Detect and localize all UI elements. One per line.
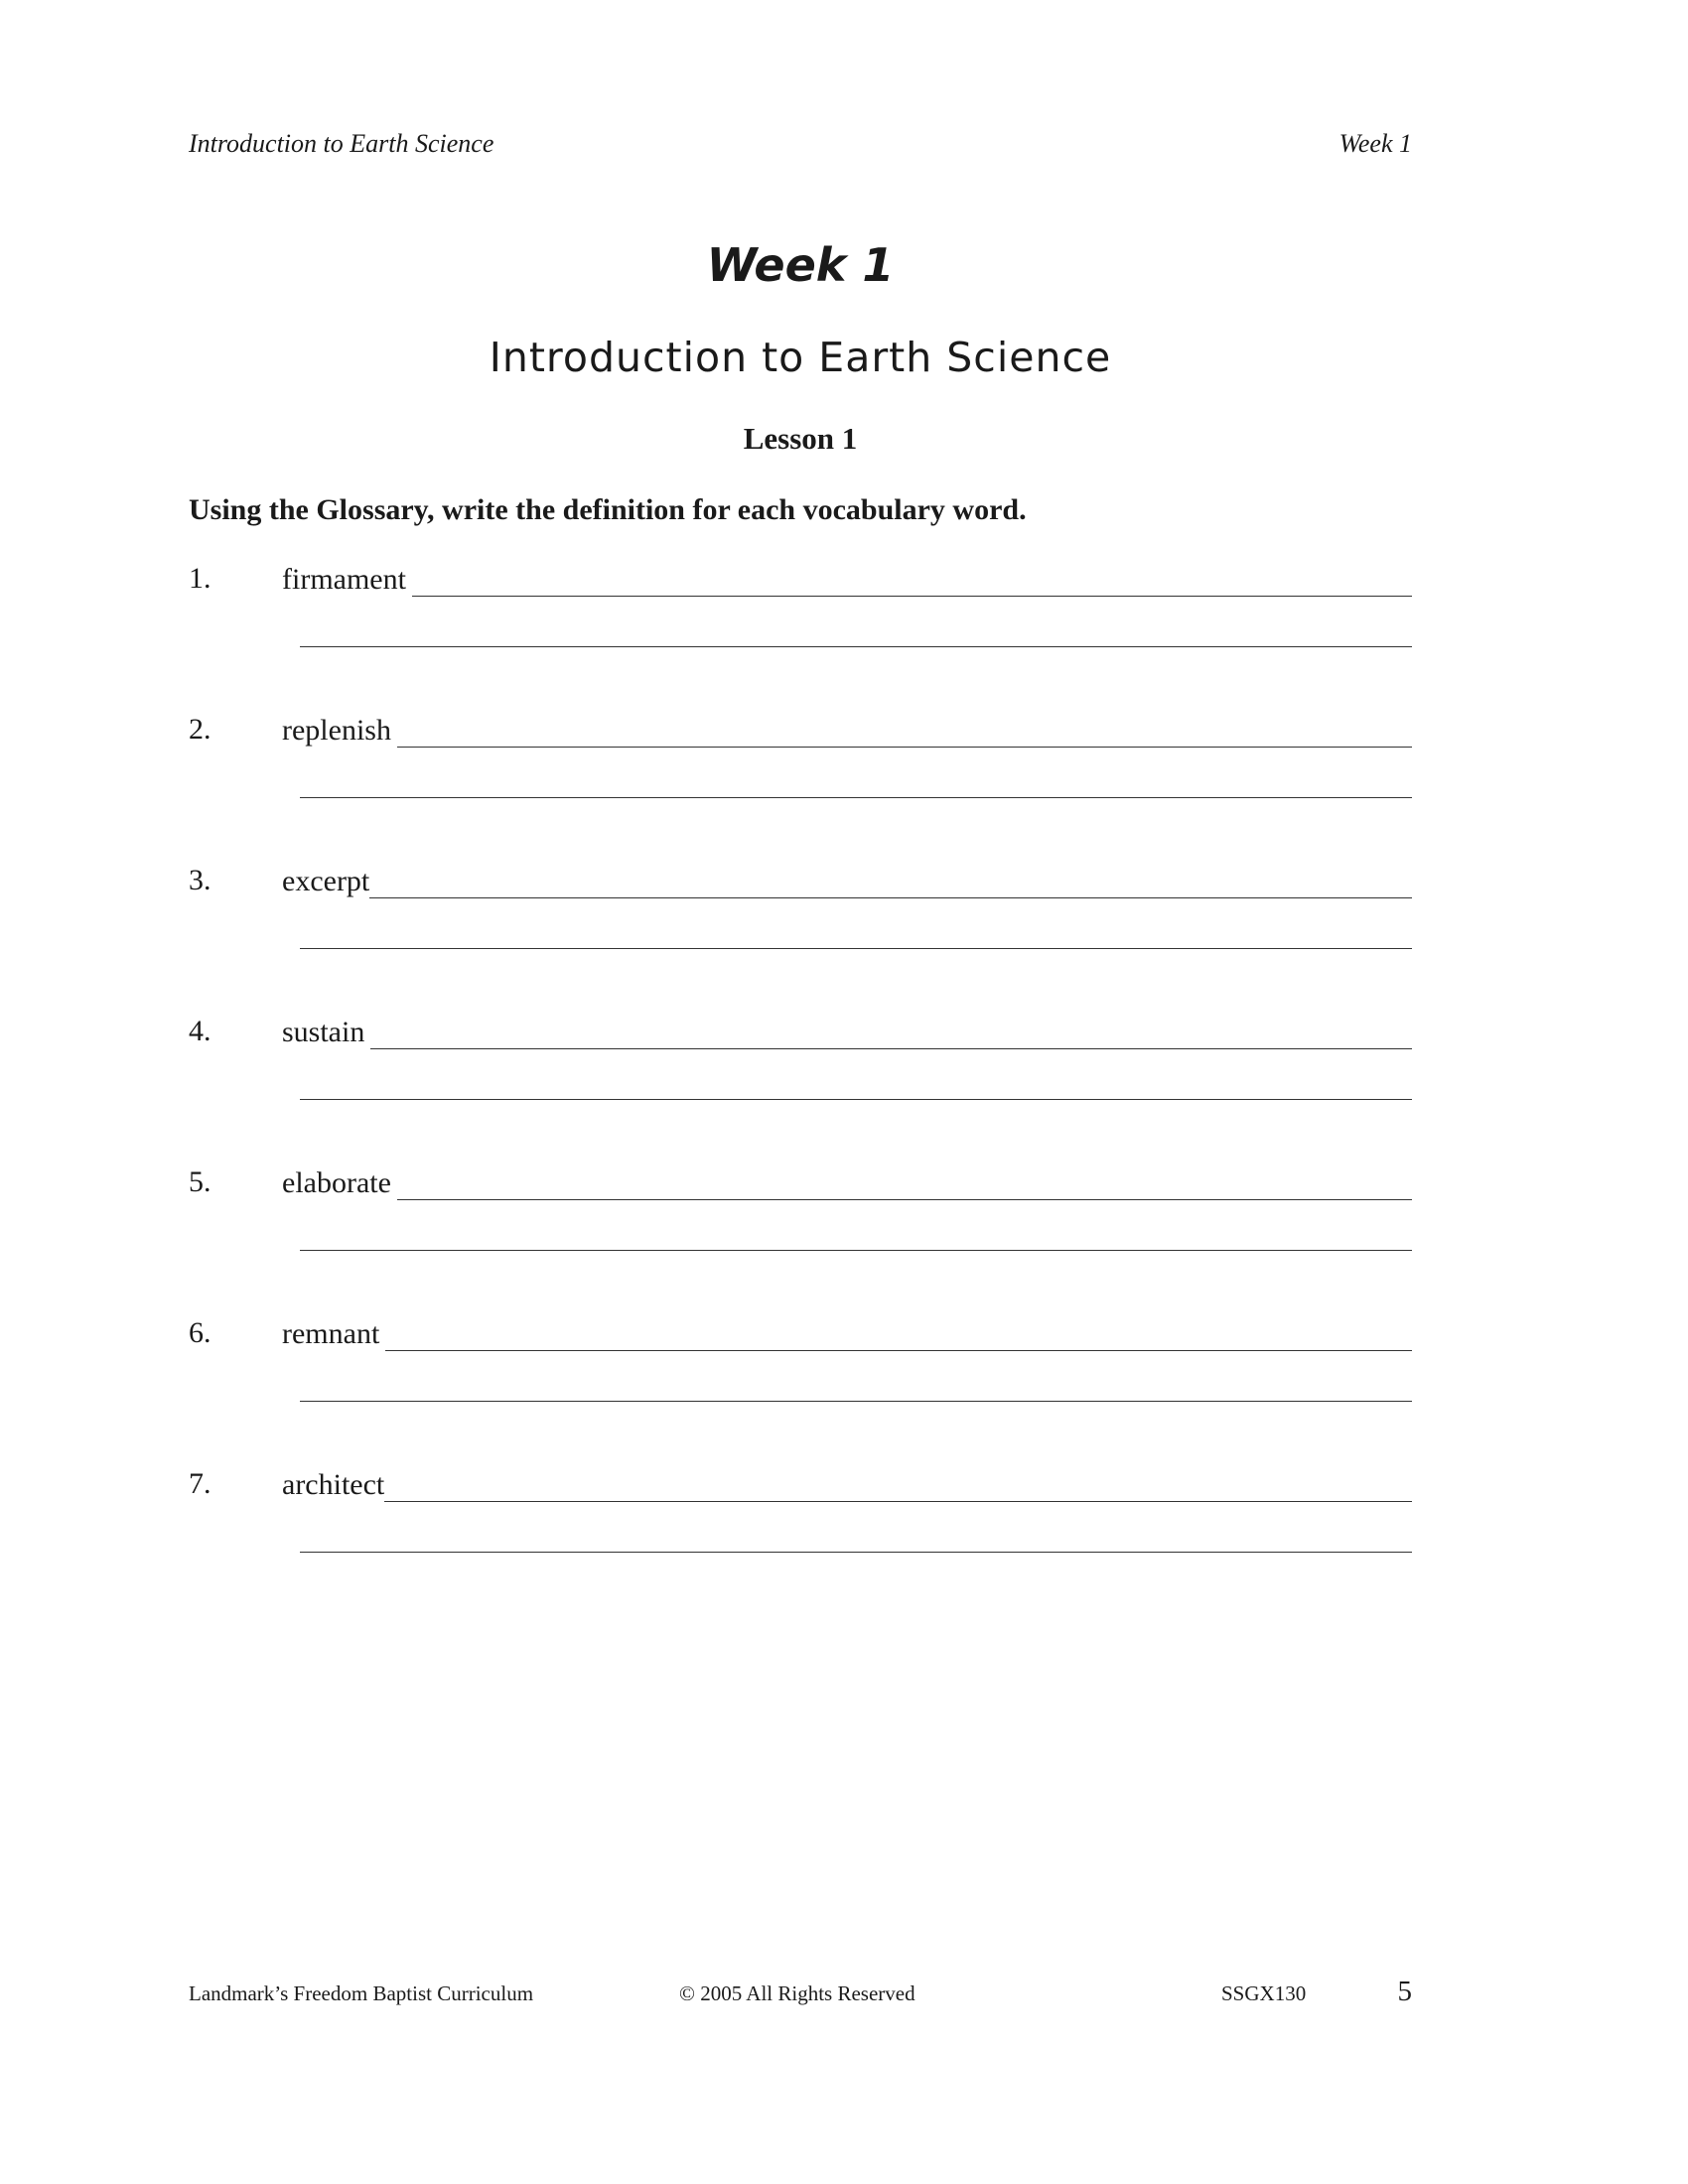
answer-row (282, 1015, 1412, 1049)
vocab-word: sustain (282, 1016, 365, 1048)
answer-row (282, 1467, 1412, 1502)
answer-line[interactable] (300, 797, 1412, 798)
answer-line[interactable] (370, 1015, 1412, 1049)
vocab-item-elaborate (189, 1165, 1412, 1285)
item-number: 1. (189, 562, 211, 595)
week-title: Week 1 (706, 238, 895, 292)
footer-code: SSGX130 (1221, 1981, 1307, 2005)
page-number: 5 (1397, 1976, 1412, 2007)
vocab-item-excerpt (189, 864, 1412, 983)
vocab-item-sustain (189, 1015, 1412, 1134)
vocab-item-remnant (189, 1316, 1412, 1435)
answer-line[interactable] (384, 1467, 1412, 1502)
answer-row (282, 562, 1412, 597)
lesson-title: Lesson 1 (743, 421, 858, 456)
header-course-title: Introduction to Earth Science (189, 129, 494, 158)
footer-publisher: Landmark’s Freedom Baptist Curriculum (189, 1981, 534, 2005)
answer-line[interactable] (300, 1552, 1412, 1553)
answer-line[interactable] (412, 562, 1412, 597)
vocab-word: firmament (282, 563, 406, 596)
item-number: 6. (189, 1316, 211, 1349)
answer-line[interactable] (300, 1401, 1412, 1402)
answer-line[interactable] (300, 948, 1412, 949)
item-number: 2. (189, 713, 211, 746)
footer-copyright: © 2005 All Rights Reserved (679, 1981, 915, 2005)
answer-line[interactable] (385, 1316, 1412, 1351)
vocab-word: replenish (282, 714, 391, 747)
page-footer (189, 1976, 1412, 2015)
answer-line[interactable] (397, 713, 1412, 748)
vocab-item-architect (189, 1467, 1412, 1586)
item-number: 7. (189, 1467, 211, 1500)
vocab-word: elaborate (282, 1166, 391, 1199)
vocab-word: architect (282, 1468, 385, 1501)
subject-title: Introduction to Earth Science (489, 334, 1112, 381)
item-number: 4. (189, 1015, 211, 1047)
vocab-word: remnant (282, 1317, 380, 1350)
answer-row (282, 713, 1412, 748)
vocab-item-firmament (189, 562, 1412, 681)
answer-line[interactable] (300, 646, 1412, 647)
answer-row (282, 1316, 1412, 1351)
answer-line[interactable] (369, 864, 1412, 898)
answer-line[interactable] (397, 1165, 1412, 1200)
item-number: 5. (189, 1165, 211, 1198)
header-week-label: Week 1 (1338, 129, 1412, 158)
answer-row (282, 1165, 1412, 1200)
answer-row (282, 864, 1412, 898)
answer-line[interactable] (300, 1250, 1412, 1251)
instructions: Using the Glossary, write the definition for each vocabulary word. (189, 493, 1027, 526)
answer-line[interactable] (300, 1099, 1412, 1100)
item-number: 3. (189, 864, 211, 896)
running-header (189, 129, 1412, 169)
vocab-item-replenish (189, 713, 1412, 832)
vocab-word: excerpt (282, 865, 370, 897)
